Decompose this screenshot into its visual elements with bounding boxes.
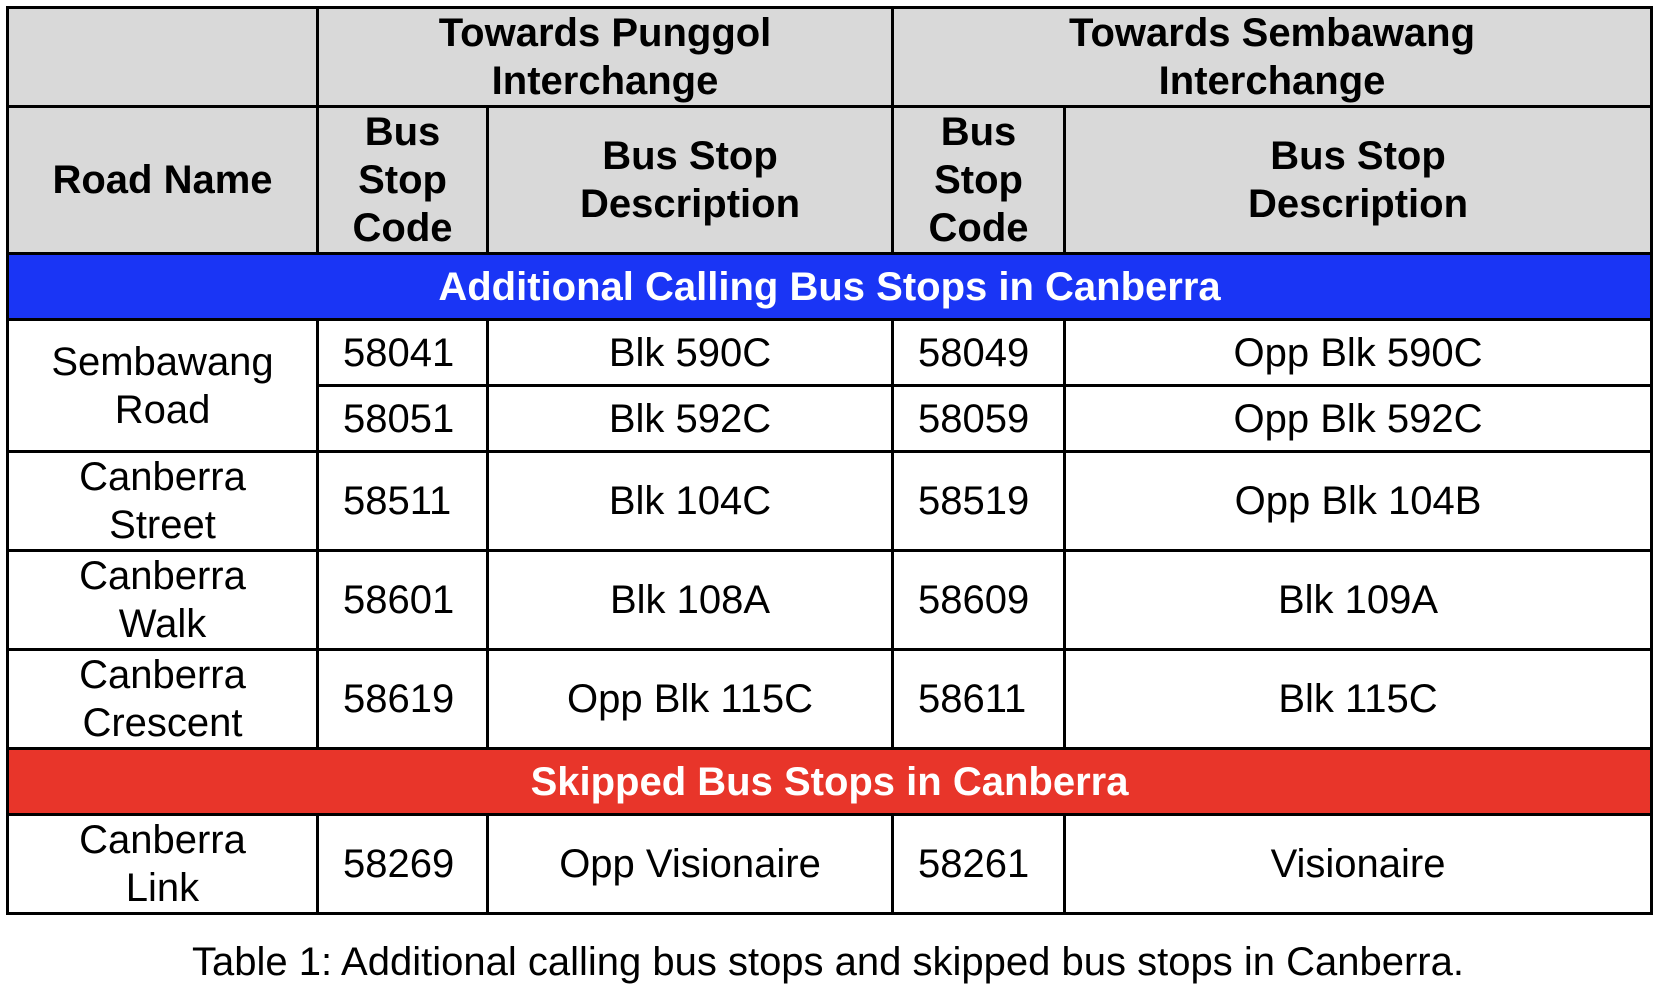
road-name-cell: Canberra Crescent — [8, 650, 318, 749]
road-name-cell: Canberra Street — [8, 452, 318, 551]
sembawang-bus-stop-code: 58519 — [893, 452, 1065, 551]
header-sembawang-bus-stop-description: Bus Stop Description — [1065, 107, 1652, 254]
header-punggol-bus-stop-description: Bus Stop Description — [488, 107, 893, 254]
column-header-row — [8, 107, 1652, 254]
sembawang-bus-stop-description: Opp Blk 104B — [1065, 452, 1652, 551]
direction-header-row — [8, 8, 1652, 107]
header-punggol-bus-stop-code: Bus Stop Code — [318, 107, 488, 254]
punggol-bus-stop-code: 58601 — [318, 551, 488, 650]
road-name-cell: Canberra Walk — [8, 551, 318, 650]
punggol-bus-stop-description: Blk 590C — [488, 320, 893, 386]
header-blank-cell — [8, 8, 318, 107]
bus-stops-table — [6, 6, 1653, 915]
section-title-skipped: Skipped Bus Stops in Canberra — [8, 749, 1652, 815]
section-band-row-skipped — [8, 749, 1652, 815]
table-body — [8, 8, 1652, 914]
punggol-bus-stop-description: Blk 108A — [488, 551, 893, 650]
sembawang-bus-stop-description: Blk 109A — [1065, 551, 1652, 650]
table-caption: Table 1: Additional calling bus stops and skipped bus stops in Canberra. — [192, 940, 1464, 984]
punggol-bus-stop-code: 58041 — [318, 320, 488, 386]
road-name-cell: Sembawang Road — [8, 320, 318, 452]
table-row — [8, 815, 1652, 914]
header-sembawang-bus-stop-code: Bus Stop Code — [893, 107, 1065, 254]
punggol-bus-stop-code: 58619 — [318, 650, 488, 749]
punggol-bus-stop-description: Blk 592C — [488, 386, 893, 452]
header-towards-sembawang: Towards Sembawang Interchange — [893, 8, 1652, 107]
header-towards-punggol: Towards Punggol Interchange — [318, 8, 893, 107]
section-band-row-additional — [8, 254, 1652, 320]
table-row — [8, 650, 1652, 749]
road-name-cell: Canberra Link — [8, 815, 318, 914]
header-road-name: Road Name — [8, 107, 318, 254]
sembawang-bus-stop-description: Opp Blk 592C — [1065, 386, 1652, 452]
table-row — [8, 551, 1652, 650]
table-row — [8, 320, 1652, 386]
sembawang-bus-stop-code: 58611 — [893, 650, 1065, 749]
section-title-additional: Additional Calling Bus Stops in Canberra — [8, 254, 1652, 320]
sembawang-bus-stop-code: 58261 — [893, 815, 1065, 914]
sembawang-bus-stop-code: 58609 — [893, 551, 1065, 650]
sembawang-bus-stop-description: Opp Blk 590C — [1065, 320, 1652, 386]
sembawang-bus-stop-code: 58049 — [893, 320, 1065, 386]
punggol-bus-stop-description: Opp Blk 115C — [488, 650, 893, 749]
sembawang-bus-stop-description: Blk 115C — [1065, 650, 1652, 749]
sembawang-bus-stop-description: Visionaire — [1065, 815, 1652, 914]
punggol-bus-stop-description: Blk 104C — [488, 452, 893, 551]
punggol-bus-stop-code: 58511 — [318, 452, 488, 551]
punggol-bus-stop-description: Opp Visionaire — [488, 815, 893, 914]
table-row — [8, 452, 1652, 551]
punggol-bus-stop-code: 58051 — [318, 386, 488, 452]
punggol-bus-stop-code: 58269 — [318, 815, 488, 914]
sembawang-bus-stop-code: 58059 — [893, 386, 1065, 452]
